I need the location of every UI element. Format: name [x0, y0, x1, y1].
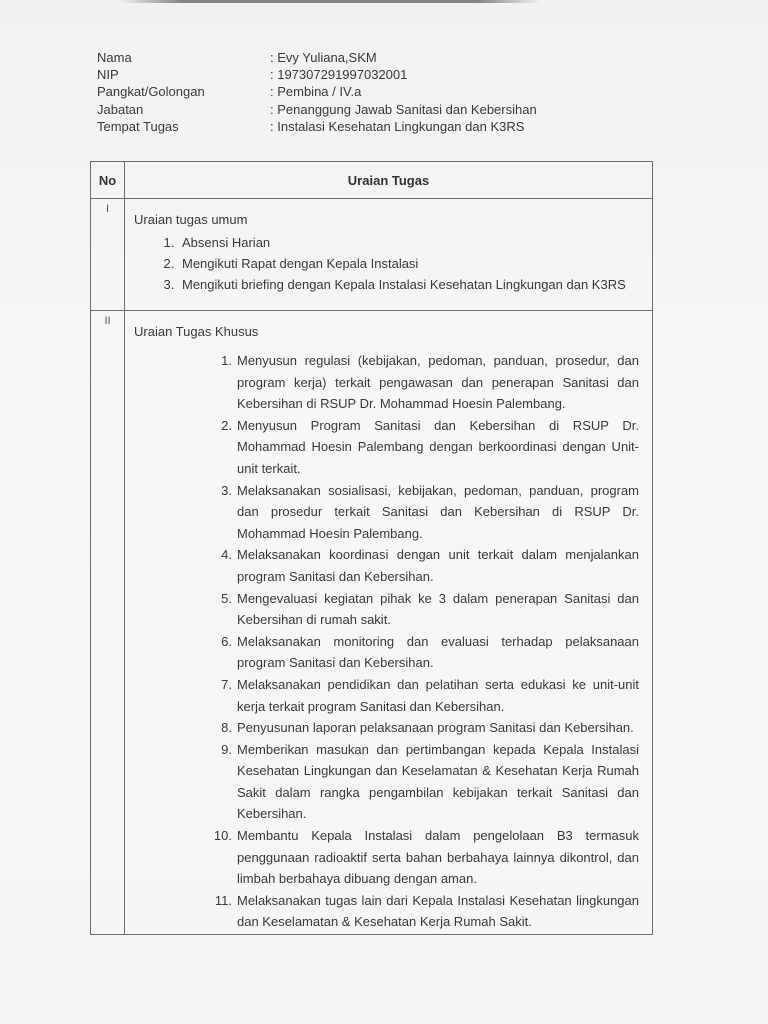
list-item: [204, 588, 639, 631]
general-task-list: [126, 232, 651, 295]
list-item: 1. Absensi Harian: [178, 232, 651, 253]
identity-row-tempat-tugas: [97, 118, 657, 135]
item-text: Menyusun Program Sanitasi dan Kebersihan di RSUP Dr. Mohammad Hoesin Palembang dengan berkoordinasi dengan Unit-unit terkait.: [237, 417, 639, 476]
header-uraian-tugas: Uraian Tugas: [125, 162, 653, 199]
item-text: Mengevaluasi kegiatan pihak ke 3 dalam penerapan Sanitasi dan Kebersihan di rumah sakit.: [237, 590, 639, 628]
list-item: [204, 890, 639, 933]
item-text: Melaksanakan koordinasi dengan unit terkait dalam menjalankan program Sanitasi dan Kebersihan.: [237, 547, 639, 584]
header-no: No: [91, 162, 125, 199]
identity-label: Jabatan: [97, 101, 144, 117]
list-item: [204, 544, 639, 587]
identity-value: : 197307291997032001: [270, 67, 408, 83]
list-item: [204, 739, 639, 825]
list-item: [204, 480, 639, 545]
item-number: 2.: [221, 417, 232, 433]
table-header-row: [91, 162, 653, 199]
item-number: 9.: [221, 741, 232, 757]
item-text: Menyusun regulasi (kebijakan, pedoman, panduan, prosedur, dan program kerja) terkait pengawasan dan penerapan Sanitasi dan Kebersihan di RSUP Dr. Mohammad Hoesin Palembang.: [237, 353, 639, 412]
identity-value: : Evy Yuliana,SKM: [270, 50, 377, 65]
identity-value: : Instalasi Kesehatan Lingkungan dan K3RS: [270, 118, 525, 134]
identity-label: Pangkat/Golongan: [97, 84, 205, 100]
list-item: [204, 631, 639, 674]
item-text: Melaksanakan pendidikan dan pelatihan serta edukasi ke unit-unit kerja terkait program Sanitasi dan Kebersihan.: [237, 676, 639, 714]
section-number: II: [91, 311, 125, 935]
page-top-edge: [120, 0, 540, 3]
table-row-section-1: [91, 199, 653, 311]
item-number: 10.: [213, 828, 232, 844]
identity-row-pangkat: [97, 83, 657, 100]
identity-value: : Pembina / IV.a: [270, 84, 362, 100]
identity-label: NIP: [97, 67, 119, 83]
list-item: [204, 350, 639, 415]
identity-row-nama: [97, 49, 657, 66]
list-item: [204, 717, 639, 739]
item-number: 6.: [221, 633, 232, 649]
item-number: 7.: [221, 676, 232, 692]
section-title: Uraian tugas umum: [134, 212, 248, 227]
list-item: [204, 825, 639, 890]
item-number: 1.: [221, 353, 232, 368]
item-text: Melaksanakan monitoring dan evaluasi terhadap pelaksanaan program Sanitasi dan Kebersihan.: [237, 633, 639, 671]
list-item: [204, 674, 639, 717]
list-item: 2. Mengikuti Rapat dengan Kepala Instalasi: [178, 253, 651, 274]
section-number: I: [91, 199, 125, 311]
specific-task-list: [204, 350, 639, 933]
item-number: 11.: [214, 892, 232, 908]
item-text: Penyusunan laporan pelaksanaan program Sanitasi dan Kebersihan.: [237, 720, 634, 736]
item-number: 8.: [221, 720, 232, 736]
identity-label: Tempat Tugas: [97, 118, 179, 134]
item-text: Memberikan masukan dan pertimbangan kepada Kepala Instalasi Kesehatan Lingkungan dan Keselamatan & Kesehatan Kerja Rumah Sakit dalam rangka pengambilan kebijakan terkait Sanitasi dan Kebersihan.: [237, 741, 639, 822]
section-2-content: [125, 311, 653, 935]
section-title: Uraian Tugas Khusus: [134, 324, 259, 339]
section-1-content: [125, 199, 653, 311]
item-text: Melaksanakan tugas lain dari Kepala Instalasi Kesehatan lingkungan dan Keselamatan & Kesehatan Kerja Rumah Sakit.: [237, 892, 639, 930]
identity-row-jabatan: [97, 101, 657, 118]
list-item: [204, 415, 639, 480]
item-text: Melaksanakan sosialisasi, kebijakan, pedoman, panduan, program dan prosedur terkait Sanitasi dan Kebersihan di RSUP Dr. Mohammad Hoesin Palembang.: [237, 482, 639, 541]
identity-row-nip: [97, 66, 657, 83]
identity-label: Nama: [97, 50, 132, 65]
tasks-table: [90, 161, 653, 935]
table-row-section-2: [91, 311, 653, 935]
item-number: 3.: [221, 482, 232, 498]
identity-block: [97, 49, 657, 135]
item-text: Membantu Kepala Instalasi dalam pengelolaan B3 termasuk penggunaan radioaktif serta bahan berbahaya lainnya dikontrol, dan limbah berbahaya dibuang dengan aman.: [237, 828, 639, 887]
item-number: 4.: [221, 547, 232, 563]
identity-value: : Penanggung Jawab Sanitasi dan Kebersihan: [270, 101, 537, 117]
list-item: 3. Mengikuti briefing dengan Kepala Instalasi Kesehatan Lingkungan dan K3RS: [178, 274, 651, 295]
item-number: 5.: [221, 590, 232, 606]
